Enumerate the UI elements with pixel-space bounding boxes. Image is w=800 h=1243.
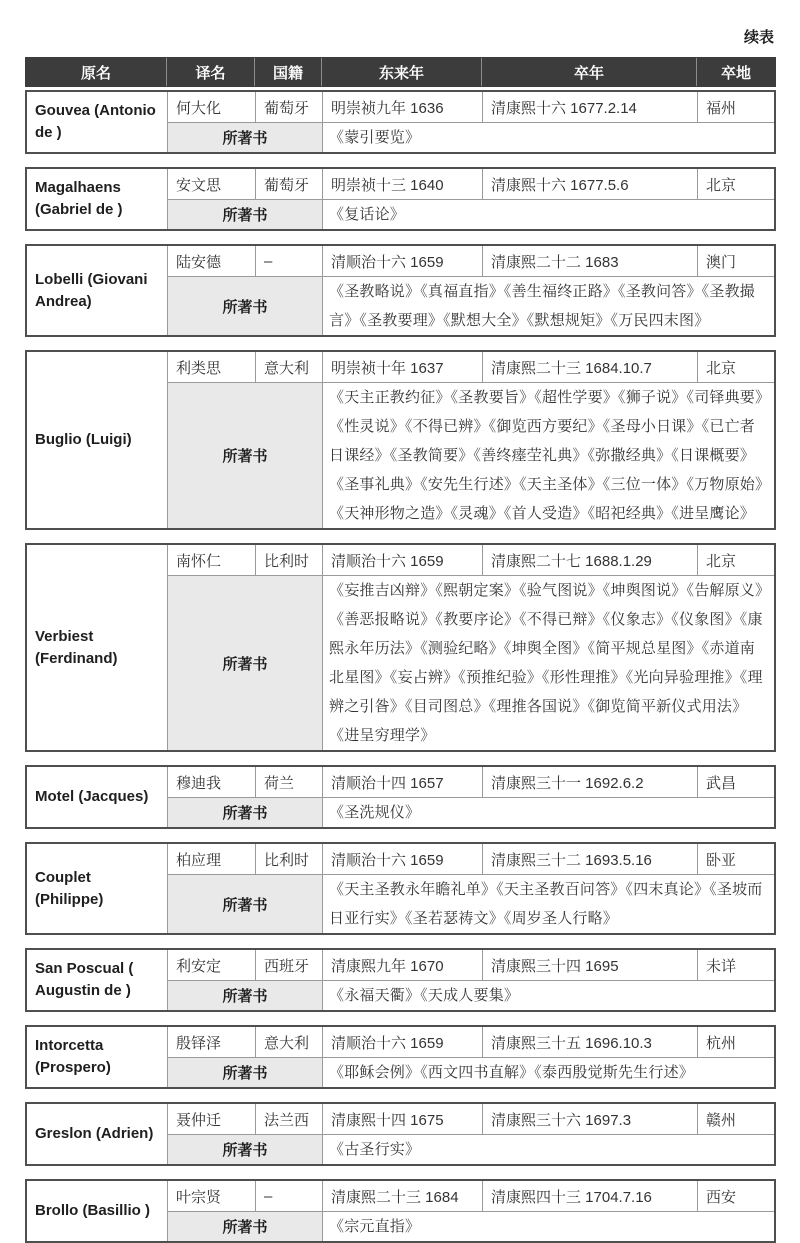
books-written-label: 所著书 [167,1057,322,1087]
column-header-nationality: 国籍 [254,58,321,86]
death-place-cell: 西安 [697,1181,774,1211]
books-list-cell: 《复话论》 [322,199,774,229]
death-year-cell: 清康熙三十四 1695 [482,950,697,980]
arrival-year-cell: 明崇祯十年 1637 [322,352,482,382]
table-row [25,350,776,530]
column-header-original-name: 原名 [80,64,111,82]
nationality-cell: 比利时 [255,844,322,874]
death-year-cell: 清康熙三十二 1693.5.16 [482,844,697,874]
original-name-cell: Lobelli (Giovani Andrea) [35,270,148,310]
original-name-cell: Couplet (Philippe) [35,868,104,908]
books-written-label: 所著书 [167,1134,322,1164]
death-year-cell: 清康熙十六 1677.2.14 [482,92,697,122]
column-header-arrival-year: 东来年 [321,58,481,86]
books-list-cell: 《圣洗规仪》 [322,797,774,827]
original-name-cell: Buglio (Luigi) [35,431,132,449]
table-row [25,765,776,829]
death-year-cell: 清康熙三十一 1692.6.2 [482,767,697,797]
original-name-cell: Magalhaens (Gabriel de ) [35,179,123,218]
table-row [25,167,776,231]
column-header-translated-name: 译名 [166,58,254,86]
death-year-cell: 清康熙十六 1677.5.6 [482,169,697,199]
entries-list [25,90,776,1243]
original-name-cell: Verbiest (Ferdinand) [35,627,118,667]
table-row [25,90,776,154]
death-place-cell: 杭州 [697,1027,774,1057]
death-place-cell: 北京 [697,352,774,382]
arrival-year-cell: 清顺治十六 1659 [322,1027,482,1057]
arrival-year-cell: 清康熙九年 1670 [322,950,482,980]
table-row [25,948,776,1012]
translated-name-cell: 安文思 [167,169,255,199]
table-header-row [25,57,776,87]
translated-name-cell: 叶宗贤 [167,1181,255,1211]
books-written-label: 所著书 [167,575,322,750]
table-row [25,244,776,337]
death-place-cell: 澳门 [697,246,774,276]
table-row [25,543,776,752]
books-written-label: 所著书 [167,874,322,933]
translated-name-cell: 何大化 [167,92,255,122]
translated-name-cell: 利安定 [167,950,255,980]
nationality-cell: – [255,1181,322,1211]
books-written-label: 所著书 [167,122,322,152]
nationality-cell: 荷兰 [255,767,322,797]
translated-name-cell: 穆迪我 [167,767,255,797]
books-list-cell: 《宗元直指》 [322,1211,774,1241]
books-written-label: 所著书 [167,980,322,1010]
arrival-year-cell: 明崇祯九年 1636 [322,92,482,122]
original-name-cell: Greslon (Adrien) [35,1125,154,1143]
arrival-year-cell: 清康熙十四 1675 [322,1104,482,1134]
original-name-cell: Brollo (Basillio ) [35,1202,151,1220]
nationality-cell: 意大利 [255,1027,322,1057]
death-place-cell: 未详 [697,950,774,980]
nationality-cell: 葡萄牙 [255,169,322,199]
nationality-cell: 葡萄牙 [255,92,322,122]
arrival-year-cell: 清顺治十六 1659 [322,545,482,575]
translated-name-cell: 利类思 [167,352,255,382]
table-row [25,1179,776,1243]
column-header-death-place: 卒地 [696,58,775,86]
table-row [25,1025,776,1089]
arrival-year-cell: 清顺治十六 1659 [322,246,482,276]
translated-name-cell: 聂仲迁 [167,1104,255,1134]
books-list-cell: 《蒙引要览》 [322,122,774,152]
arrival-year-cell: 清顺治十六 1659 [322,844,482,874]
translated-name-cell: 柏应理 [167,844,255,874]
books-list-cell: 《圣教略说》《真福直指》《善生福终正路》《圣教问答》《圣教撮言》《圣教要理》《默想大全》《默想规矩》《万民四末图》 [322,276,774,335]
table-row [25,842,776,935]
death-year-cell: 清康熙二十三 1684.10.7 [482,352,697,382]
translated-name-cell: 陆安德 [167,246,255,276]
nationality-cell: – [255,246,322,276]
death-year-cell: 清康熙四十三 1704.7.16 [482,1181,697,1211]
arrival-year-cell: 明崇祯十三 1640 [322,169,482,199]
arrival-year-cell: 清顺治十四 1657 [322,767,482,797]
books-written-label: 所著书 [167,276,322,335]
death-year-cell: 清康熙二十七 1688.1.29 [482,545,697,575]
original-name-cell: Intorcetta (Prospero) [35,1037,111,1076]
books-written-label: 所著书 [167,797,322,827]
books-list-cell: 《永福天衢》《天成人要集》 [322,980,774,1010]
original-name-cell: San Poscual ( Augustin de ) [35,960,134,999]
death-place-cell: 武昌 [697,767,774,797]
nationality-cell: 意大利 [255,352,322,382]
death-year-cell: 清康熙二十二 1683 [482,246,697,276]
books-list-cell: 《耶稣会例》《西文四书直解》《泰西殷觉斯先生行述》 [322,1057,774,1087]
books-list-cell: 《妄推吉凶辩》《熙朝定案》《验气图说》《坤舆图说》《告解原义》《善恶报略说》《教要序论》《不得已辩》《仪象志》《仪象图》《康熙永年历法》《测验纪略》《坤舆全图》《简平规总星图》《赤道南北星图》《妄占辨》《预推纪验》《形性理推》《光向异验理推》《理辨之引昝》《目司图总》《理推各国说》《御览简平新仪式用法》《进呈穷理学》 [322,575,774,750]
books-written-label: 所著书 [167,199,322,229]
books-list-cell: 《古圣行实》 [322,1134,774,1164]
death-place-cell: 北京 [697,545,774,575]
table-row [25,1102,776,1166]
arrival-year-cell: 清康熙二十三 1684 [322,1181,482,1211]
books-written-label: 所著书 [167,382,322,528]
death-year-cell: 清康熙三十六 1697.3 [482,1104,697,1134]
death-place-cell: 卧亚 [697,844,774,874]
translated-name-cell: 殷铎泽 [167,1027,255,1057]
death-year-cell: 清康熙三十五 1696.10.3 [482,1027,697,1057]
nationality-cell: 比利时 [255,545,322,575]
original-name-cell: Gouvea (Antonio de ) [35,102,156,141]
nationality-cell: 西班牙 [255,950,322,980]
books-list-cell: 《天主圣教永年瞻礼单》《天主圣教百问答》《四末真论》《圣坡而日亚行实》《圣若瑟祷文》《周岁圣人行略》 [322,874,774,933]
nationality-cell: 法兰西 [255,1104,322,1134]
original-name-cell: Motel (Jacques) [35,788,149,806]
death-place-cell: 北京 [697,169,774,199]
books-list-cell: 《天主正教约征》《圣教要旨》《超性学要》《狮子说》《司铎典要》《性灵说》《不得已辨》《御览西方要纪》《圣母小日课》《已亡者日课经》《圣教简要》《善终瘗茔礼典》《弥撒经典》《日课概要》《圣事礼典》《安先生行述》《天主圣体》《三位一体》《万物原始》《天神形物之造》《灵魂》《首人受造》《昭祀经典》《进呈鹰论》 [322,382,774,528]
continued-table-label: 续表 [743,29,774,46]
books-written-label: 所著书 [167,1211,322,1241]
translated-name-cell: 南怀仁 [167,545,255,575]
column-header-death-year: 卒年 [481,58,696,86]
death-place-cell: 赣州 [697,1104,774,1134]
death-place-cell: 福州 [697,92,774,122]
